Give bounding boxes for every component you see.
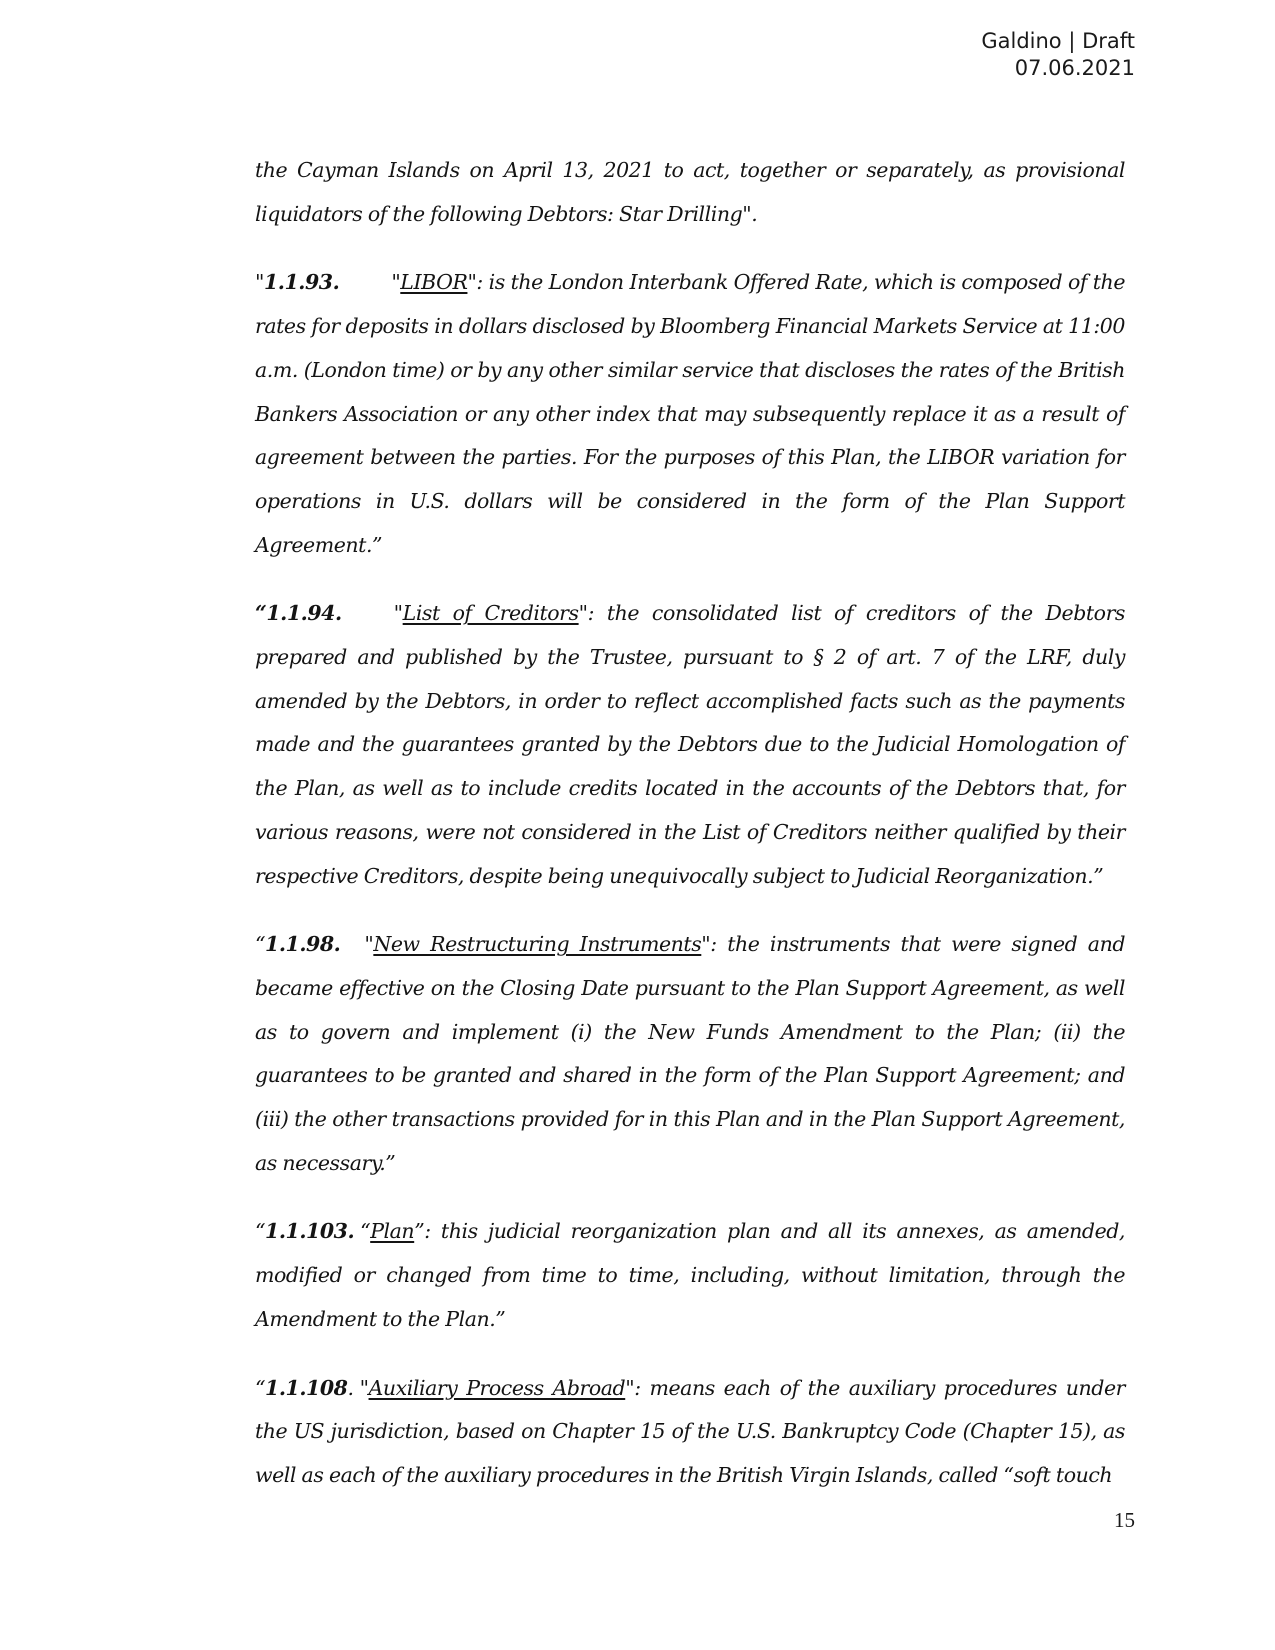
definition-list-of-creditors: [255, 592, 1125, 898]
term-quote: “: [360, 1219, 371, 1244]
clause-number: 1.1.94.: [266, 601, 342, 626]
paragraph-continuation: [255, 149, 1125, 236]
open-quote: “: [255, 1375, 266, 1400]
document-header: [981, 28, 1135, 82]
term-quote: ": [391, 270, 401, 295]
defined-term: Plan: [370, 1219, 415, 1244]
clause-number: 1.1.103.: [265, 1219, 355, 1244]
defined-term: New Restructuring Instruments: [373, 932, 702, 957]
term-quote: ": [364, 932, 374, 957]
definition-text: ": the consolidated list of creditors of the Debtors prepared and published by the Trustee, pursuant to § 2 of art. 7 of the LRF, duly amended by the Debtors, in order to reflect accomplished facts such as the payments made and the guarantees granted by the Debtors due to the Judicial Homologation of the Plan, as well as to include credits located in the accounts of the Debtors that, for various reasons, were not considered in the List of Creditors neither qualified by their respective Creditors, despite being unequivocally subject to Judicial Reorganization.”: [255, 601, 1125, 888]
clause-number: 1.1.98.: [265, 932, 341, 957]
document-body: [255, 149, 1125, 1523]
definition-auxiliary-process-abroad: [255, 1367, 1125, 1498]
defined-term: List of Creditors: [402, 601, 579, 626]
definition-plan: [255, 1210, 1125, 1341]
term-quote: ": [359, 1375, 369, 1400]
definition-text: ”: this judicial reorganization plan and all its annexes, as amended, modified or changed from time to time, including, without limitation, through the Amendment to the Plan.”: [255, 1219, 1125, 1331]
defined-term: LIBOR: [400, 270, 468, 295]
header-date: 07.06.2021: [1014, 56, 1135, 80]
definition-text: ": means each of the auxiliary procedures under the US jurisdiction, based on Chapter 15 of the U.S. Bankruptcy Code (Chapter 15), as well as each of the auxiliary procedures in the British Virgin Islands, called “soft touch: [255, 1375, 1126, 1487]
open-quote: “: [255, 1219, 266, 1244]
clause-number-suffix: .: [347, 1375, 354, 1400]
definition-libor: [255, 261, 1125, 567]
open-quote: “: [255, 601, 267, 626]
open-quote: “: [255, 932, 266, 957]
definition-text: ": is the London Interbank Offered Rate, which is composed of the rates for deposits in dollars disclosed by Bloomberg Financial Markets Service at 11:00 a.m. (London time) or by any other similar service that discloses the rates of the British Bankers Association or any other index that may subsequently replace it as a result of agreement between the parties. For the purposes of this Plan, the LIBOR variation for operations in U.S. dollars will be considered in the form of the Plan Support Agreement.”: [255, 270, 1125, 557]
page-number: 15: [1114, 1508, 1135, 1532]
definition-text: ": the instruments that were signed and became effective on the Closing Date pursuant to the Plan Support Agreement, as well as to govern and implement (i) the New Funds Amendment to the Plan; (ii) the guarantees to be granted and shared in the form of the Plan Support Agreement; and (iii) the other transactions provided for in this Plan and in the Plan Support Agreement, as necessary.”: [255, 932, 1125, 1175]
header-draft-label: Galdino | Draft: [981, 29, 1135, 53]
definition-new-restructuring-instruments: [255, 923, 1125, 1185]
defined-term: Auxiliary Process Abroad: [368, 1375, 626, 1400]
clause-number: 1.1.93.: [263, 270, 340, 295]
open-quote: ": [255, 270, 264, 295]
paragraph-text: the Cayman Islands on April 13, 2021 to act, together or separately, as provisional liquidators of the following Debtors: Star Drilling".: [255, 158, 1125, 226]
term-quote: ": [393, 601, 403, 626]
clause-number: 1.1.108: [265, 1375, 348, 1400]
